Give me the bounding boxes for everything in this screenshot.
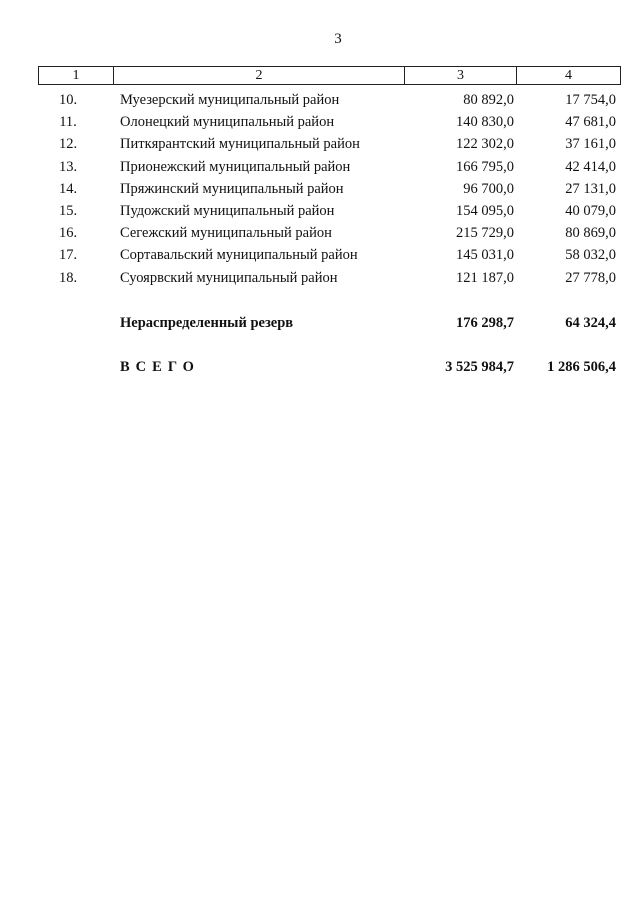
- table-row: [0, 222, 640, 244]
- column-3-value: 140 830,0: [456, 114, 514, 131]
- column-number-1: 1: [39, 67, 114, 84]
- table-row: [0, 200, 640, 222]
- column-4-value: 47 681,0: [565, 114, 616, 131]
- district-table: [0, 89, 640, 289]
- column-4-value: 27 131,0: [565, 180, 616, 197]
- row-number: 12.: [58, 136, 78, 153]
- column-4-value: 42 414,0: [565, 158, 616, 175]
- row-number: 15.: [58, 202, 78, 219]
- column-3-value: 122 302,0: [456, 136, 514, 153]
- reserve-row: [0, 312, 640, 334]
- column-4-value: 80 869,0: [565, 225, 616, 242]
- table-row: [0, 244, 640, 266]
- column-3-value: 145 031,0: [456, 247, 514, 264]
- district-name: Суоярвский муниципальный район: [120, 269, 338, 286]
- column-3-value: 80 892,0: [463, 92, 514, 108]
- table-row: [0, 133, 640, 155]
- district-name: Пудожский муниципальный район: [120, 202, 335, 219]
- table-row: [0, 267, 640, 289]
- table-row: [0, 89, 640, 111]
- row-number: 16.: [58, 225, 78, 242]
- total-column-3-value: 3 525 984,7: [445, 359, 514, 375]
- row-number: 13.: [58, 158, 78, 175]
- table-column-numbers-header: [38, 66, 621, 85]
- table-row: [0, 156, 640, 178]
- column-number-4: 4: [565, 68, 572, 83]
- district-name: Сортавальский муниципальный район: [120, 247, 358, 264]
- column-4-value: 40 079,0: [565, 202, 616, 219]
- district-name: Прионежский муниципальный район: [120, 158, 351, 175]
- total-label: ВСЕГО: [120, 359, 200, 375]
- row-number: 10.: [58, 92, 78, 108]
- reserve-column-4-value: 64 324,4: [565, 315, 616, 331]
- district-name: Пряжинский муниципальный район: [120, 180, 344, 197]
- total-row: [0, 356, 640, 378]
- column-4-value: 27 778,0: [565, 269, 616, 286]
- column-3-value: 215 729,0: [456, 225, 514, 242]
- column-number-3: 3: [405, 67, 517, 84]
- district-name: Сегежский муниципальный район: [120, 225, 332, 242]
- column-3-value: 121 187,0: [456, 269, 514, 286]
- reserve-label: Нераспределенный резерв: [120, 315, 294, 331]
- column-3-value: 166 795,0: [456, 158, 514, 175]
- district-name: Питкярантский муниципальный район: [120, 136, 360, 153]
- district-name: Муезерский муниципальный район: [120, 92, 340, 108]
- column-4-value: 37 161,0: [565, 136, 616, 153]
- table-row: [0, 111, 640, 133]
- column-number-2: 2: [114, 67, 405, 84]
- page-number: 3: [334, 31, 342, 47]
- table-row: [0, 178, 640, 200]
- total-column-4-value: 1 286 506,4: [547, 359, 616, 375]
- column-3-value: 96 700,0: [463, 180, 514, 197]
- district-name: Олонецкий муниципальный район: [120, 114, 335, 131]
- row-number: 18.: [58, 269, 78, 286]
- row-number: 14.: [58, 180, 78, 197]
- row-number: 11.: [59, 114, 77, 131]
- column-4-value: 17 754,0: [565, 92, 616, 108]
- reserve-column-3-value: 176 298,7: [456, 315, 514, 331]
- column-4-value: 58 032,0: [565, 247, 616, 264]
- column-3-value: 154 095,0: [456, 202, 514, 219]
- row-number: 17.: [58, 247, 78, 264]
